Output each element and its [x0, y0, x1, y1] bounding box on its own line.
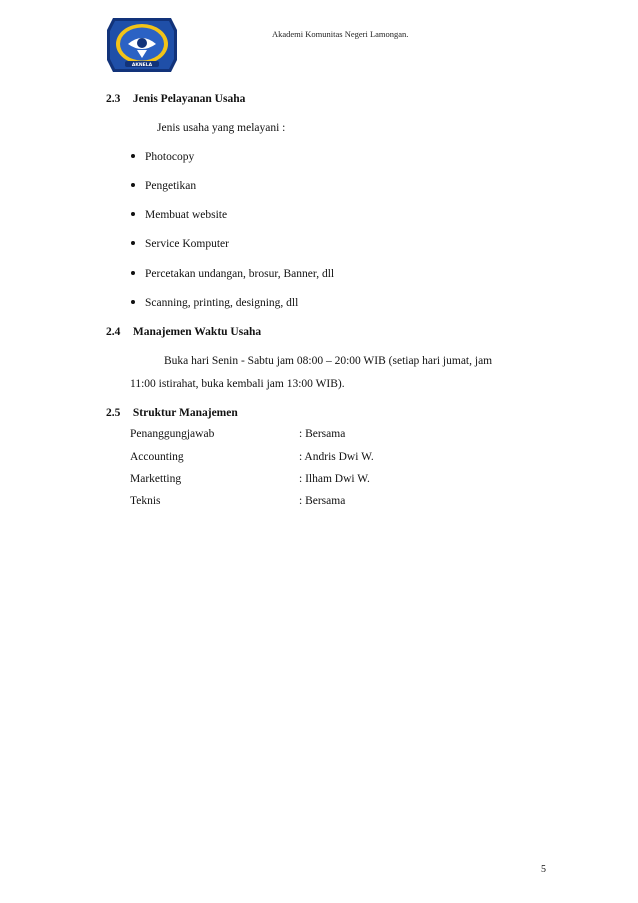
section-heading-waktu: [106, 326, 261, 338]
bullet-icon: [131, 300, 135, 304]
list-item: Percetakan undangan, brosur, Banner, dll: [131, 268, 334, 280]
institution-logo: [103, 14, 181, 76]
waktu-line-2: 11:00 istirahat, buka kembali jam 13:00 WIB).: [130, 378, 345, 390]
section-title: Jenis Pelayanan Usaha: [132, 93, 246, 105]
struktur-row-label: Penanggungjawab: [130, 428, 215, 440]
list-item: Service Komputer: [131, 238, 229, 250]
section-heading-jenis: [106, 93, 245, 105]
struktur-row-value: : Bersama: [299, 495, 346, 507]
struktur-row-label: Accounting: [130, 451, 184, 463]
bullet-icon: [131, 212, 135, 216]
bullet-icon: [131, 183, 135, 187]
section-title: Struktur Manajemen: [132, 407, 238, 419]
bullet-icon: [131, 271, 135, 275]
list-item: Scanning, printing, designing, dll: [131, 297, 298, 309]
section-number: 2.3: [106, 93, 121, 105]
list-item: Pengetikan: [131, 180, 196, 192]
list-item: Photocopy: [131, 151, 194, 163]
struktur-row-label: Teknis: [130, 495, 161, 507]
struktur-row-value: : Andris Dwi W.: [299, 451, 374, 463]
struktur-row-value: : Ilham Dwi W.: [299, 473, 370, 485]
struktur-row-value: : Bersama: [299, 428, 346, 440]
waktu-line-1: Buka hari Senin - Sabtu jam 08:00 – 20:00 WIB (setiap hari jumat, jam: [164, 355, 493, 367]
struktur-row-label: Marketting: [130, 473, 182, 485]
bullet-icon: [131, 154, 135, 158]
bullet-icon: [131, 241, 135, 245]
section-number: 2.5: [106, 407, 121, 419]
section-number: 2.4: [106, 326, 121, 338]
list-item: Membuat website: [131, 209, 227, 221]
header-institution: Akademi Komunitas Negeri Lamongan.: [272, 29, 409, 39]
jenis-intro: Jenis usaha yang melayani :: [157, 122, 286, 134]
logo-text: AKNELA: [131, 63, 153, 68]
section-heading-struktur: [106, 407, 238, 419]
page-number: 5: [541, 864, 546, 875]
section-title: Manajemen Waktu Usaha: [132, 326, 262, 338]
